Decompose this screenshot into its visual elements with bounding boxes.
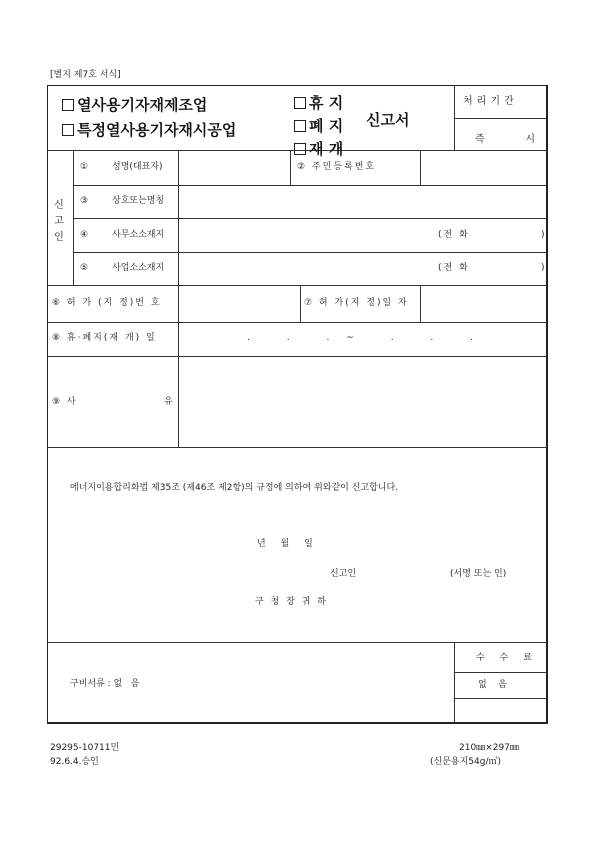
permit-number-field[interactable] <box>180 287 298 320</box>
footer-code: 29295-10711민 <box>50 743 120 753</box>
site-address-field[interactable] <box>180 254 430 283</box>
site-address-label: 사업소소재지 <box>112 263 165 273</box>
footer-paper-size: 210㎜×297㎜ <box>459 743 519 753</box>
reason-label: ⑨ 사 <box>52 397 78 407</box>
row-number: ⑤ <box>80 263 89 273</box>
checkbox-icon <box>62 124 74 136</box>
reason-field[interactable] <box>180 358 544 445</box>
addressee: 구 청 장 귀 하 <box>255 597 328 607</box>
office-address-field[interactable] <box>180 220 430 250</box>
title-suffix: 신고서 <box>366 111 410 129</box>
name-field[interactable] <box>180 153 288 183</box>
trade-name-label: 상호또는명칭 <box>112 196 165 206</box>
required-documents: 구비서류 : 없 음 <box>70 679 140 689</box>
checkbox-icon <box>294 120 306 132</box>
row-number: ① <box>80 162 89 172</box>
permit-date-label: ⑦ 허 가(지 정)일 자 <box>304 298 409 308</box>
applicant-signature-label: 신고인 <box>330 569 357 579</box>
office-address-label: 사무소소재지 <box>112 230 165 240</box>
row-number: ④ <box>80 230 89 240</box>
permit-date-field[interactable] <box>422 287 544 320</box>
trade-name-field[interactable] <box>180 187 544 216</box>
office-phone-close: ) <box>541 230 545 240</box>
processing-value: 즉 시 <box>475 134 535 145</box>
footer-approval: 92.6.4.승인 <box>50 757 99 767</box>
rrn-label: ② 주민등록번호 <box>297 162 377 172</box>
declaration-text: 에너지이용합리화법 제35조 (제46조 제2항)의 규정에 의하여 위와같이 신고합니다. <box>70 483 399 493</box>
row-number: ③ <box>80 196 89 206</box>
reason-label-end: 유 <box>164 397 173 407</box>
title-option-2: 특정열사용기자재시공업 <box>62 123 236 138</box>
suspension-date-label: ⑧ 휴·폐지(재 개) 일 <box>52 333 157 343</box>
suspension-date-field[interactable]: . . .~ . . . <box>247 333 491 343</box>
checkbox-icon <box>294 143 306 155</box>
checkbox-icon <box>62 99 74 111</box>
title-option-1: 열사용기자재제조업 <box>62 98 207 113</box>
processing-label: 처리기간 <box>463 96 518 107</box>
status-option-3: 재 개 <box>294 142 343 157</box>
permit-number-label: ⑥ 허 가 (지 정)번 호 <box>52 298 162 308</box>
site-phone-label: (전 화 <box>438 263 470 273</box>
fee-label: 수 수 료 <box>476 653 538 663</box>
fee-value: 없 음 <box>478 680 507 690</box>
applicant-group-label: 신 고 인 <box>54 200 64 243</box>
checkbox-icon <box>294 97 306 109</box>
status-options <box>292 94 362 158</box>
form-code: [별지 제7호 서식] <box>50 70 121 80</box>
office-phone-label: (전 화 <box>438 230 470 240</box>
status-option-2: 폐 지 <box>294 119 343 134</box>
site-phone-close: ) <box>541 263 545 273</box>
name-label: 성명(대표자) <box>112 162 163 172</box>
declaration-date[interactable]: 년 월 일 <box>257 539 313 549</box>
signature-hint: (서명 또는 인) <box>450 569 507 579</box>
footer-paper-type: (신문용지54g/㎡) <box>430 757 501 767</box>
status-option-1: 휴 지 <box>294 96 343 111</box>
rrn-field[interactable] <box>422 153 544 183</box>
